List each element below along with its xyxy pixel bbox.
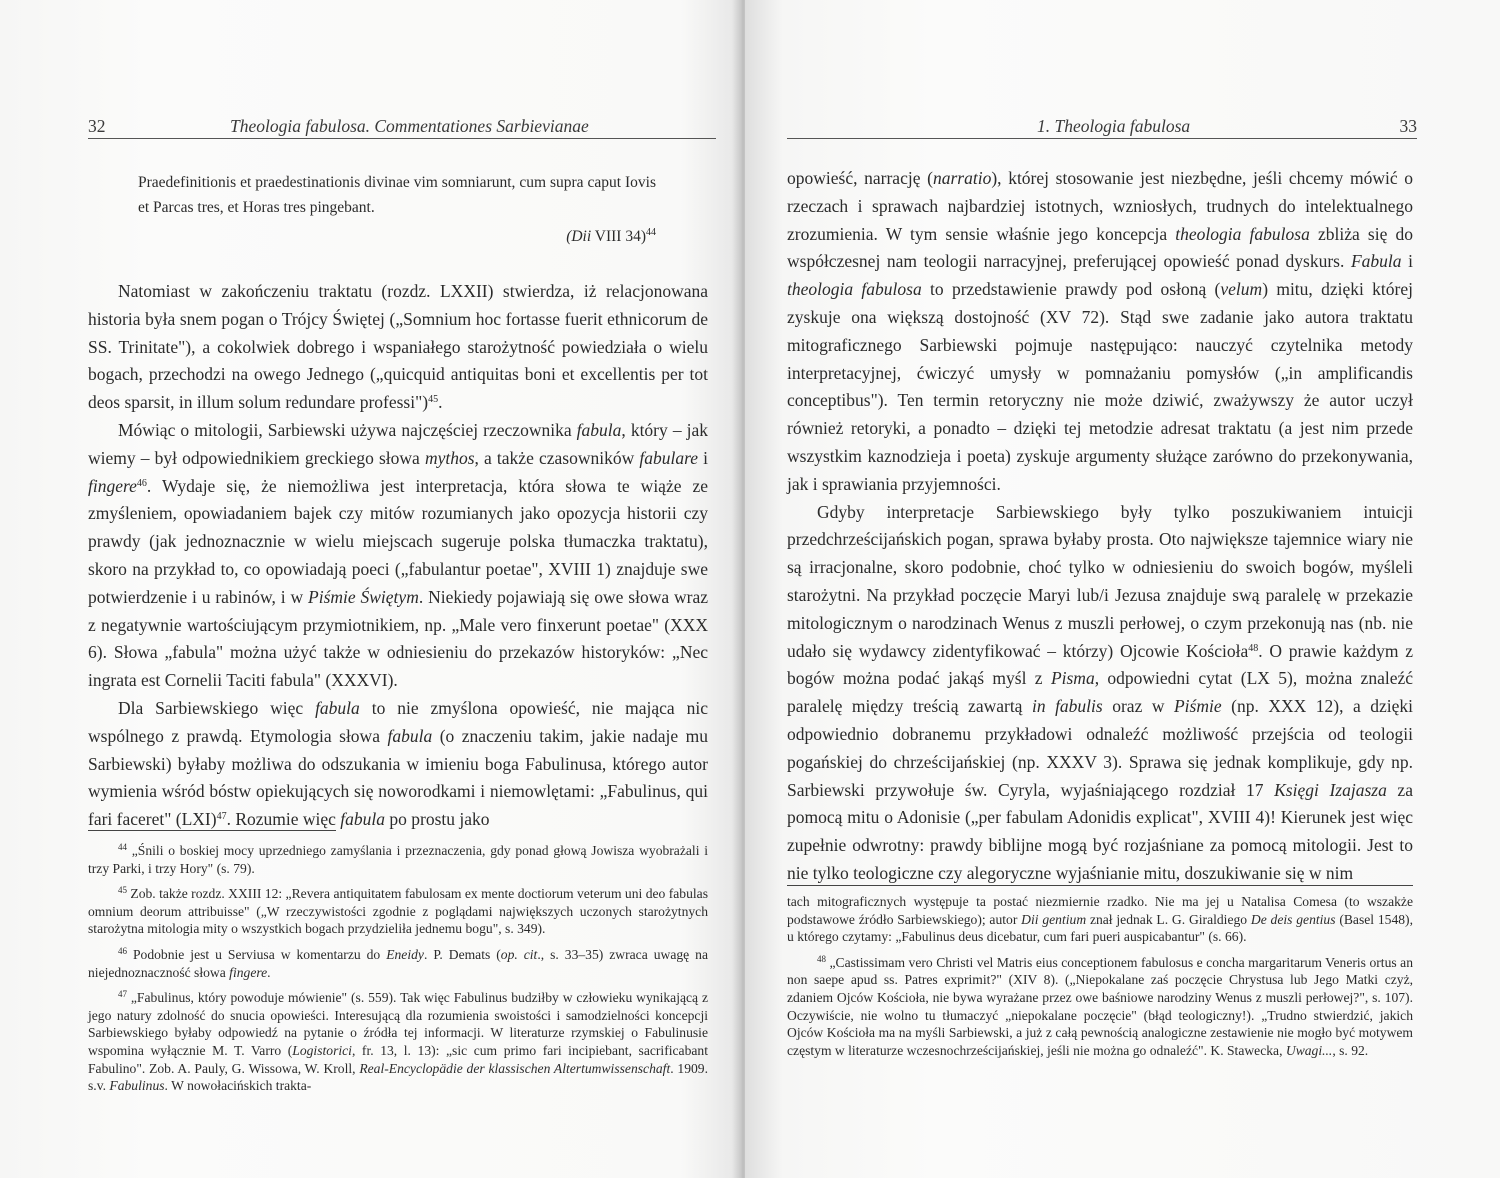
footnote-48: $^{48}$ „Castissimam vero Christi vel Matris eius conceptionem fabulosus e concha margaritarum Veneris ortus an non saepe apud ss. Patres exprimit?" (XIV 8). („Niepokalane zaś poczęcie Chrystusa lub Jego Matki czyż, zdaniem Ojców Kościoła, nie bywa wyrażane przez owe baśniowe narodziny Wenus z muszli perłowej?", s. 107). Oczywiście, nie wolno tu tłumaczyć „niepokalane poczęcie" (błąd teologiczny!). „Trudno stwierdzić, jakich Ojców Kościoła ma na myśli Sarbiewski, a już z całą pewnością analogiczne zestawienie nie mogło być motywem częstym w literaturze wczesnochrześcijańskiej, jeśli nie można go odnaleźć". K. Stawecka, Uwagi..., s. 92. xyxy=(787,953,1413,1058)
page-number-left: 32 xyxy=(88,116,106,136)
quote-source: (Dii VIII 34)$^{44}$ xyxy=(566,227,656,245)
page-number-right: 33 xyxy=(1399,116,1417,136)
left-body-text xyxy=(88,170,708,834)
footnote-ref-47: 47 xyxy=(216,811,227,823)
paragraph: Gdyby interpretacje Sarbiewskiego były tylko poszukiwaniem intuicji przedchrześcijańskich pogan, sprawa byłaby prosta. Oto największe tajemnice wiary nie są irracjonalne, skoro podobnie, choć tylko w odniesieniu do swoich bogów, myśleli starożytni. Na przykład poczęcie Maryi lub/i Jezusa znajduje swą paralelę w przekazie mitologicznym o narodzinach Wenus z muszli perłowej, o czym przekonują nas (nb. nie udało się wydawcy zidentyfikować – którzy) Ojcowie Kościoła$^{48}$. O prawie każdym z bogów można podać jakąś myśl z Pisma, odpowiedni cytat (LX 5), można znaleźć paralelę między treścią zawartą in fabulis oraz w Piśmie (np. XXX 12), a dzięki odpowiednio dobranemu przykładowi odnaleźć możliwość przejścia od teologii pogańskiej do chrześcijańskiej (np. XXXV 3). Sprawa się jednak komplikuje, gdy np. Sarbiewski przywołuje św. Cyryla, wyjaśniającego rozdział 17 Księgi Izajasza za pomocą mitu o Adonisie („per fabulam Adonidis explicat", XVIII 4)! Kierunek jest więc zupełnie odwrotny: prawdy biblijne mogą być rozjaśniane za pomocą mitologii. Jest to nie tylko teologiczne czy alegoryczne wyjaśnianie mitu, doszukiwanie się w nim xyxy=(787,501,1414,883)
left-footnotes xyxy=(88,842,708,1103)
footnote-ref-46: 46 xyxy=(136,477,147,489)
left-page xyxy=(0,0,740,1178)
footnote-44: $^{44}$ „Śnili o boskiej mocy uprzedniego zamyślania i przeznaczenia, gdy ponad głową Jowisza wyobrażali i trzy Parki, i trzy Hory" (s. 79). xyxy=(88,842,708,876)
running-head-right: 1. Theologia fabulosa xyxy=(1037,116,1191,136)
footnote-45: $^{45}$ Zob. także rozdz. XXIII 12: „Revera antiquitatem fabulosam ex mente doctiorum veterum uni deo fabulas omnium deorum attribuisse" („W rzeczywistości zgodnie z poglądami największych uczonych starożytnych starożytna mitologia mity o wszystkich bogach przydzieliła jednemu bogu", s. 349). xyxy=(88,885,708,937)
latin-quote: Praedefinitionis et praedestinationis divinae vim somniarunt, cum supra caput Iovis et Parcas tres, et Horas tres pingebant. xyxy=(138,174,656,216)
footnote-46: $^{46}$ Podobnie jest u Serviusa w komentarzu do Eneidy. P. Demats (op. cit., s. 33–35) zwraca uwagę na niejednoznaczność słowa fingere. xyxy=(88,945,708,980)
footnote-divider xyxy=(787,885,1413,886)
paragraph: Mówiąc o mitologii, Sarbiewski używa najczęściej rzeczownika fabula, który – jak wiemy – był odpowiednikiem greckiego słowa mythos, a także czasowników fabulare i fingere$^{46}$. Wydaje się, że niemożliwa jest interpretacja, która słowa te wiąże ze zmyśleniem, opowiadaniem bajek czy mitów rozumianych jako opozycja historii czy prawdy (jak jednoznacznie w wielu miejscach sugeruje polska tłumaczka traktatu), skoro na przykład to, co opowiadają poeci („fabulantur poetae", XVIII 1) znajduje swe potwierdzenie i u rabinów, i w Piśmie Świętym. Niekiedy pojawiają się owe słowa wraz z negatywnie wartościującym przymiotnikiem, np. „Male vero finxerunt poetae" (XXX 6). Słowa „fabula" można użyć także w odniesieniu do przekazów historyków: „Nec ingrata est Cornelii Taciti fabula" (XXXVI). xyxy=(88,419,709,691)
footnote-ref-44: 44 xyxy=(646,227,656,238)
left-running-header xyxy=(88,112,716,139)
right-page xyxy=(745,0,1500,1178)
right-running-header xyxy=(787,112,1417,139)
footnote-divider xyxy=(88,830,336,831)
footnote-47-continued: tach mitograficznych występuje ta postać niezmiernie rzadko. Nie ma jej u Natalisa Comesa (to wszakże podstawowe źródło Sarbiewskiego); autor Dii gentium znał jednak L. G. Giraldiego De deis gentius (Basel 1548), u którego czytamy: „Fabulinus deus dicebatur, cum fari pueri auspicabantur" (s. 66). xyxy=(787,894,1413,945)
running-head-left: Theologia fabulosa. Commentationes Sarbievianae xyxy=(230,116,589,136)
paragraph: opowieść, narrację (narratio), której stosowanie jest niezbędne, jeśli chcemy mówić o rzeczach i sprawach najbardziej istotnych, wzniosłych, trudnych do intelektualnego zrozumienia. W tym sensie właśnie jego koncepcja theologia fabulosa zbliża się do współczesnej nam teologii narracyjnej, preferującej opowieść ponad dyskurs. Fabula i theologia fabulosa to przedstawienie prawdy pod osłoną (velum) mitu, dzięki której zyskuje ona większą dostojność (XV 72). Stąd swe zadanie jako autora traktatu mitograficznego Sarbiewski pojmuje następująco: nauczyć czytelnika metody interpretacyjnej, ćwiczyć umysły w pomnażaniu pomysłów („in amplificandis conceptibus"). Ten termin retoryczny nie może dziwić, zważywszy że autor uczył również retoryki, a ponadto – dzięki tej metodzie adresat traktatu (a jest nim przede wszystkim kaznodzieja i poeta) zyskuje argumenty służące zarówno do przekonywania, jak i sprawiania przyjemności. xyxy=(787,168,1414,494)
footnote-ref-45: 45 xyxy=(428,394,439,406)
right-body-text xyxy=(787,165,1413,888)
footnote-ref-48: 48 xyxy=(1248,642,1259,654)
paragraph: Dla Sarbiewskiego więc fabula to nie zmyślona opowieść, nie mająca nic wspólnego z prawdą. Etymologia słowa fabula (o znaczeniu takim, jakie nadaje mu Sarbiewski) byłaby możliwa do odszukania w imieniu boga Fabulinusa, którego autor wymienia wśród bóstw opiekujących się noworodkami i niemowlętami: „Fabulinus, qui fari faceret" (LXI)$^{47}$. Rozumie więc fabula po prostu jako xyxy=(88,697,709,830)
footnote-47: $^{47}$ „Fabulinus, który powoduje mówienie" (s. 559). Tak więc Fabulinus budziłby w człowieku wynikającą z jego natury zdolność do snucia opowieści. Interesującą dla rozumienia swoistości i samodzielności koncepcji Sarbiewskiego byłaby odpowiedź na pytanie o źródła tej informacji. W literaturze rzymskiej o Fabulinusie wspomina wyłącznie M. T. Varro (Logistorici, fr. 13, l. 13): „sic cum primo fari incipiebant, sacrificabant Fabulino". Zob. A. Pauly, G. Wissowa, W. Kroll, Real-Encyclopädie der klassischen Altertumwissenschaft. 1909. s.v. Fabulinus. W nowołacińskich trakta- xyxy=(88,989,708,1094)
paragraph: Natomiast w zakończeniu traktatu (rozdz. LXXII) stwierdza, iż relacjonowana historia była snem pogan o Trójcy Świętej („Somnium hoc fortasse fuerit ethnicorum de SS. Trinitate"), a cokolwiek dobrego i wspaniałego starożytność powiedziała o wielu bogach, przechodzi na owego Jednego („quicquid antiquitas boni et excellentis per tot deos sparsit, in illum solum redundare professi")$^{45}$. xyxy=(88,281,708,413)
right-footnotes xyxy=(787,893,1413,1067)
